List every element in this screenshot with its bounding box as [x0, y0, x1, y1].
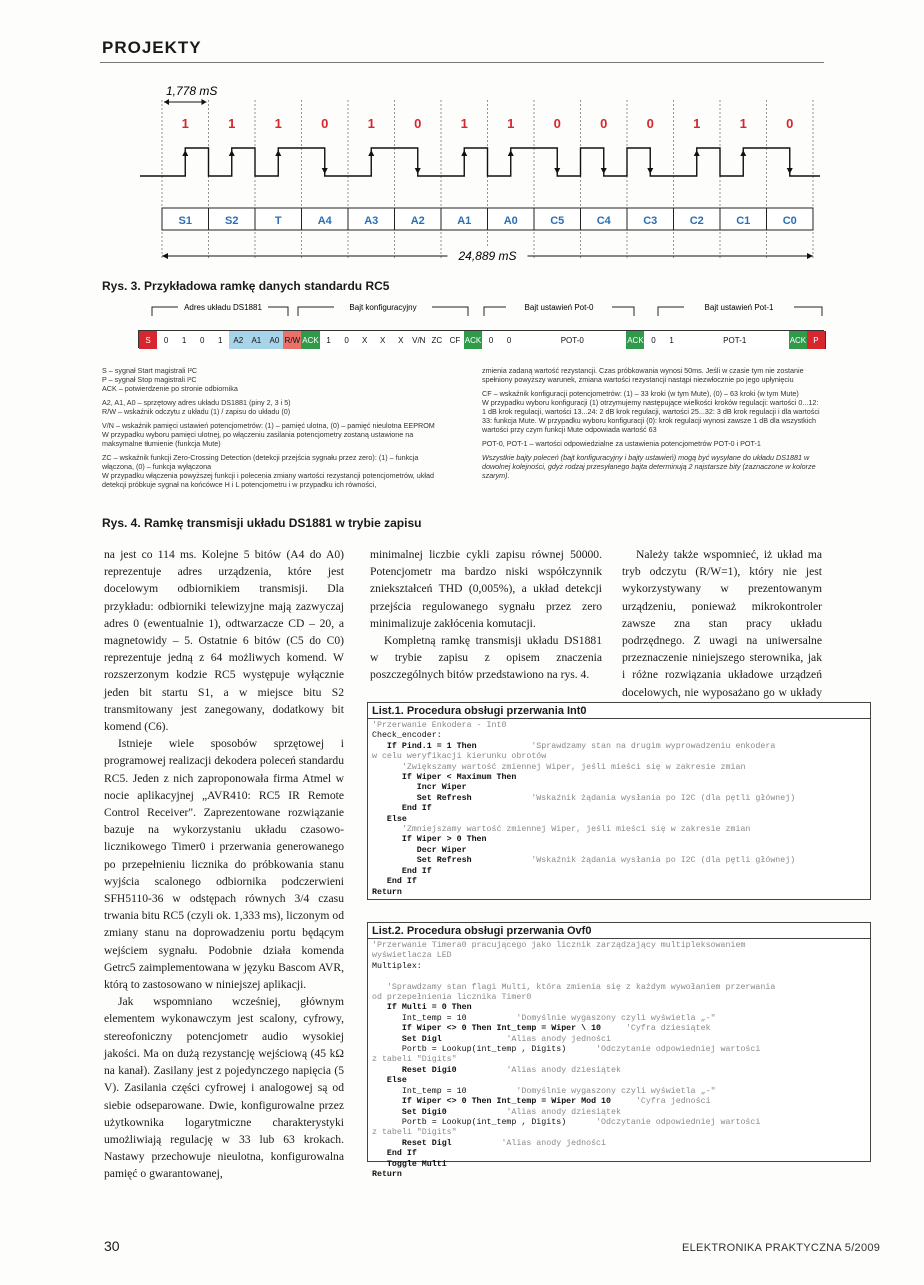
frame-bit-cell: ZC: [428, 331, 447, 349]
bit-value: 1: [460, 116, 468, 131]
frame-bit-cell: 0: [500, 331, 519, 349]
total-label: 24,889 mS: [458, 249, 517, 263]
code-line: Else: [372, 1076, 407, 1086]
listing-1-title: List.1. Procedura obsługi przerwania Int0: [372, 705, 587, 717]
bit-value: 1: [367, 116, 375, 131]
code-line: Set Refresh 'Wskaźnik żądania wysłania po I2C (dla pętli głównej): [372, 856, 796, 866]
ds1881-bit-row: [138, 330, 824, 348]
field-label: S2: [225, 215, 239, 227]
frame-bit-cell: S: [139, 331, 158, 349]
article-column-2: [370, 546, 602, 684]
bit-value: 1: [228, 116, 236, 131]
frame-bit-cell: R/W: [283, 331, 302, 349]
code-line: w celu weryfikacji kierunku obrotów: [372, 752, 547, 762]
code-line: Else: [372, 814, 407, 824]
bit-value: 1: [274, 116, 282, 131]
edge-arrow: [322, 168, 328, 174]
frame-bit-cell: 1: [663, 331, 682, 349]
frame-bit-cell: 0: [193, 331, 212, 349]
field-label: A4: [317, 215, 332, 227]
code-line: 'Sprawdzamy stan flagi Multi, która zmienia się z każdym wywołaniem przerwania: [386, 982, 776, 992]
frame-bit-cell: A0: [265, 331, 284, 349]
frame-bit-cell: X: [374, 331, 393, 349]
frame-bit-cell: 1: [320, 331, 339, 349]
ds1881-frame-figure: [138, 298, 824, 358]
code-line: Return: [372, 1169, 402, 1179]
bracket-pot0: Bajt ustawień Pot-0: [524, 303, 594, 312]
edge-arrow: [275, 150, 281, 156]
legend-item: ZC – wskaźnik funkcji Zero-Crossing Detection (detekcji przejścia sygnału przez zero): (1) – funkcja włączona, (0) – funkcja wyłączona W przypadku włączenia powyższej funkcji i polecenia zmiany wartości rezystancji potencjometrów, układ detekcji próbkuje sygnał na końcówce H i L potencjometru i w przypadku ich równości,: [102, 453, 434, 489]
article-column-3: [622, 546, 822, 718]
bit-value: 1: [507, 116, 515, 131]
code-line: Set Refresh 'Wskaźnik żądania wysłania po I2C (dla pętli głównej): [372, 793, 796, 803]
code-line: Reset Digl 'Alias anody jedności: [372, 1138, 607, 1148]
frame-bit-cell: 0: [338, 331, 357, 349]
paragraph: na jest co 114 ms. Kolejne 5 bitów (A4 do A0) reprezentuje adres urządzenia, które jest docelowym odbiornikiem transmisji. Dla przykładu: odbiorniki telewizyjne mają zazwyczaj adres 0 (ewentualnie 1), odtwarzacze CD – 20, a magnetowidy – 5. Ostatnie 6 bitów (C5 do C0) reprezentuje jedną z 64 możliwych komend. W rozszerzonym kodzie RC5 występuje wyłącznie jeden bit startu S1, a w miejsce bitu S2 transmitowany jest zanegowany, dodatkowy bit komend (C6).: [104, 548, 344, 734]
period-arrow: [164, 99, 169, 105]
frame-bit-cell: P: [807, 331, 826, 349]
bracket-address: Adres układu DS1881: [184, 303, 262, 312]
code-line: If Wiper <> 0 Then Int_temp = Wiper \ 10 'Cyfra dziesiątek: [372, 1024, 711, 1034]
edge-arrow: [229, 150, 235, 156]
total-arrow: [162, 253, 168, 259]
code-line: If Wiper <> 0 Then Int_temp = Wiper Mod 10 'Cyfra jedności: [372, 1097, 711, 1107]
fig4-caption: Rys. 4. Ramkę transmisji układu DS1881 w trybie zapisu: [102, 516, 422, 530]
code-line: Portb = Lookup(int_temp , Digits) 'Odczytanie odpowiedniej wartości: [372, 1117, 761, 1127]
bracket-config: Bajt konfiguracyjny: [349, 303, 417, 312]
code-line: [372, 972, 866, 982]
bit-value: 0: [321, 116, 329, 131]
code-line: Decr Wiper: [372, 845, 467, 855]
code-line: od przepełnienia licznika Timer0: [372, 993, 532, 1003]
bit-value: 1: [181, 116, 189, 131]
period-label: 1,778 mS: [166, 84, 218, 98]
paragraph: Należy także wspomnieć, iż układ ma tryb odczytu (R/W=1), który nie jest wykorzystywany w prezentowanym urządzeniu, ponieważ mikrokontroler zawsze zna stan pracy układu podrzędnego. Z uwagi na uniwersalne przeznaczenie niniejszego sterownika, jak i różne rozwiązania układowe urządzeń docelowych, nie wyposażano go w układy: [622, 548, 822, 699]
field-label: A2: [410, 215, 425, 227]
code-line: End If: [372, 1149, 417, 1159]
listing-2: [367, 922, 871, 1179]
edge-arrow: [740, 150, 746, 156]
frame-bit-cell: ACK: [464, 331, 483, 349]
bit-value: 1: [739, 116, 747, 131]
code-line: If Multi = 0 Then: [372, 1003, 472, 1013]
listing-2-code: [368, 941, 870, 1180]
field-label: A3: [364, 215, 379, 227]
fig4-legend-left: [102, 366, 442, 494]
bit-value: 0: [646, 116, 654, 131]
code-line: Incr Wiper: [372, 783, 467, 793]
legend-item: A2, A1, A0 – sprzętowy adres układu DS1881 (piny 2, 3 i 5) R/W – wskaźnik odczytu z układu (1) / zapisu do układu (0): [102, 398, 291, 416]
edge-arrow: [461, 150, 467, 156]
paragraph: Kompletną ramkę transmisji układu DS1881 w trybie zapisu z opisem znaczenia poszczególnych bitów przedstawiono na rys. 4.: [370, 634, 602, 682]
field-label: C4: [596, 215, 611, 227]
code-line: 'Przerwanie Timera0 pracującego jako licznik zarządzający multipleksowaniem: [372, 941, 746, 950]
listing-2-title: List.2. Procedura obsługi przerwania Ovf0: [372, 925, 592, 937]
waveform: [140, 148, 820, 176]
frame-bit-cell: ACK: [301, 331, 320, 349]
edge-arrow: [787, 168, 793, 174]
code-line: 'Przerwanie Enkodera - Int0: [372, 721, 507, 730]
code-line: 'Zmniejszamy wartość zmiennej Wiper, jeśli mieści się w zakresie zmian: [401, 825, 751, 835]
page-number: 30: [104, 1238, 120, 1254]
edge-arrow: [554, 168, 560, 174]
field-label: A0: [503, 215, 518, 227]
legend-item: V/N – wskaźnik pamięci ustawień potencjometrów: (1) – pamięć ulotna, (0) – pamięć nieulotna EEPROM W przypadku wyboru pamięci ulotnej, po włączeniu zasilania potencjometry zostaną ustawione na maksymalne tłumienie (funkcja Mute): [102, 421, 435, 448]
frame-bit-cell: CF: [446, 331, 465, 349]
field-label: A1: [457, 215, 472, 227]
legend-item: CF – wskaźnik konfiguracji potencjometrów: (1) – 33 kroki (w tym Mute), (0) – 63 kroki (w tym Mute) W przypadku wyboru konfiguracji (1) otrzymujemy następujące wielkości kroków regulacji: wartości 0...12: 1 dB krok regulacji, wartości 13...24: 2 dB krok regulacji, wartości 25...32: 3 dB krok regulacji i dla wartości 33: funkcja Mute. W przypadku wyboru konfiguracji (0): krok regulacji wynosi zawsze 1 dB dla wszystkich wartości przy czym funkcji Mute odpowiada wartość 63: [482, 389, 820, 434]
period-arrow: [202, 99, 207, 105]
field-label: C5: [550, 215, 565, 227]
edge-arrow: [647, 168, 653, 174]
frame-bit-cell: 0: [482, 331, 501, 349]
article-column-1: [104, 546, 344, 1183]
frame-bit-cell: ACK: [789, 331, 808, 349]
code-line: Check_encoder:: [372, 731, 442, 741]
field-label: T: [274, 215, 282, 227]
fig3-caption: Rys. 3. Przykładowa ramkę danych standardu RC5: [102, 279, 390, 293]
bit-value: 0: [414, 116, 422, 131]
edge-arrow: [415, 168, 421, 174]
edge-arrow: [694, 150, 700, 156]
code-line: z tabeli "Digits": [372, 1128, 457, 1138]
code-line: End If: [372, 877, 417, 887]
listing-1: [367, 702, 871, 900]
fig4-brackets: [138, 298, 824, 328]
code-line: If Pind.1 = 1 Then 'Sprawdzamy stan na drugim wyprowadzeniu enkodera: [372, 741, 776, 751]
legend-item: POT-0, POT-1 – wartości odpowiedzialne za ustawienia potencjometrów POT-0 i POT-1: [482, 439, 761, 448]
code-line: Return: [372, 887, 402, 897]
edge-arrow: [368, 150, 374, 156]
frame-bit-cell: 0: [157, 331, 176, 349]
fig4-legend-right: [482, 366, 822, 485]
code-line: If Wiper > 0 Then: [372, 835, 487, 845]
total-arrow: [807, 253, 813, 259]
listing-1-code: [368, 721, 870, 898]
frame-bit-cell: V/N: [410, 331, 429, 349]
legend-item: zmienia zadaną wartość rezystancji. Czas próbkowania wynosi 50ms. Jeśli w czasie tym nie zostanie spełniony powyższy warunek, zmiana wartości rezystancji nastąpi niezwłocznie po jego upłynięciu: [482, 366, 804, 384]
paragraph: Jak wspomniano wcześniej, głównym elementem wykonawczym jest scalony, cyfrowy, stereofoniczny potencjometr audio wysokiej jakości. Ma on dużą rezystancję wejściową (45 kΩ na kanał). Zasilany jest z pojedynczego napięcia (5 V). Zasilania części cyfrowej i analogowej są od siebie odseparowane. Dwie, konfigurowalne przez użytkownika logarytmiczne charakterystyki umożliwiają regulację w 33 lub 63 krokach. Nastawy przechowuje nieulotna, konfigurowalna pamięć o gwarantowanej,: [104, 995, 344, 1181]
rc5-frame-figure: [140, 80, 820, 280]
code-line: wyświetlacza LED: [372, 951, 452, 961]
field-label: C1: [736, 215, 751, 227]
frame-bit-cell: A1: [247, 331, 266, 349]
code-line: If Wiper < Maximum Then: [372, 773, 517, 783]
field-label: C0: [782, 215, 797, 227]
bracket-pot1: Bajt ustawień Pot-1: [704, 303, 774, 312]
bit-value: 0: [786, 116, 794, 131]
paragraph: Istnieje wiele sposobów sprzętowej i programowej realizacji dekodera poleceń standardu RC5. Jeden z nich zaproponowała firma Atmel w nocie aplikacyjnej „AVR410: RC5 IR Remote Control Receiver". Zaprezentowane rozwiązanie bazuje na wykorzystaniu układu czasowo-licznikowego Timer0 i przerwania generowanego po przepełnieniu licznika do próbkowania stanu wyjścia scalonego odbiornika podczerwieni SFH5110-36 w odstępach równych 3/4 czasu trwania bitu RC5 (czyli ok. 1,333 ms), liczonym od zmiany stanu na doprowadzeniu portu będącym wejściem sygnału. Podobnie działa komenda Getrc5 zaimplementowana w języku Bascom AVR, którą to zastosowano w niniejszej aplikacji.: [104, 737, 344, 992]
frame-bit-cell: X: [356, 331, 375, 349]
frame-bit-cell: 0: [644, 331, 663, 349]
field-label: S1: [178, 215, 192, 227]
legend-item: Wszystkie bajty poleceń (bajt konfiguracyjny i bajty ustawień) mogą być wysyłane do układu DS1881 w dowolnej kolejności, gdyż rodzaj przesyłanego bajta determinują 2 najstarsze bity (zaznaczone w kolorze szarym).: [482, 453, 816, 480]
magazine-name: ELEKTRONIKA PRAKTYCZNA 5/2009: [682, 1242, 881, 1254]
bit-value: 0: [600, 116, 608, 131]
code-line: Set Digl 'Alias anody jedności: [372, 1034, 611, 1044]
edge-arrow: [601, 168, 607, 174]
code-line: Int_temp = 10 'Domyślnie wygaszony czyli wyświetla „-": [372, 1013, 716, 1023]
edge-arrow: [508, 150, 514, 156]
frame-bit-cell: X: [392, 331, 411, 349]
frame-bit-cell: POT-1: [681, 331, 790, 349]
rc5-timing-diagram: [140, 80, 820, 280]
frame-bit-cell: 1: [211, 331, 230, 349]
bit-value: 0: [553, 116, 561, 131]
bit-value: 1: [693, 116, 701, 131]
legend-item: S – sygnał Start magistrali I²C P – sygnał Stop magistrali I²C ACK – potwierdzenie po stronie odbiornika: [102, 366, 238, 393]
code-line: Multiplex:: [372, 961, 422, 971]
code-line: Portb = Lookup(int_temp , Digits) 'Odczytanie odpowiedniej wartości: [372, 1045, 761, 1055]
code-line: Reset Digi0 'Alias anody dziesiątek: [372, 1065, 621, 1075]
frame-bit-cell: A2: [229, 331, 248, 349]
code-line: z tabeli "Digits": [372, 1055, 457, 1065]
edge-arrow: [182, 150, 188, 156]
section-title: PROJEKTY: [102, 38, 202, 57]
frame-bit-cell: ACK: [626, 331, 645, 349]
code-line: 'Zwiększamy wartość zmiennej Wiper, jeśli mieści się w zakresie zmian: [401, 762, 746, 772]
code-line: Set Digi0 'Alias anody dziesiątek: [372, 1107, 621, 1117]
header-rule: [100, 62, 824, 63]
frame-bit-cell: 1: [175, 331, 194, 349]
paragraph: minimalnej liczbie cykli zapisu równej 50000. Potencjometr ma bardzo niski współczynnik zniekształceń THD (0,005%), a układ detekcji przejścia regulowanego sygnału przez zero minimalizuje zakłócenia komutacji.: [370, 548, 602, 630]
code-line: Int_temp = 10 'Domyślnie wygaszony czyli wyświetla „-": [372, 1086, 716, 1096]
field-label: C2: [689, 215, 704, 227]
field-label: C3: [643, 215, 658, 227]
code-line: End If: [372, 866, 432, 876]
code-line: End If: [372, 804, 432, 814]
frame-bit-cell: POT-0: [518, 331, 627, 349]
code-line: Toggle Multi: [372, 1159, 447, 1169]
